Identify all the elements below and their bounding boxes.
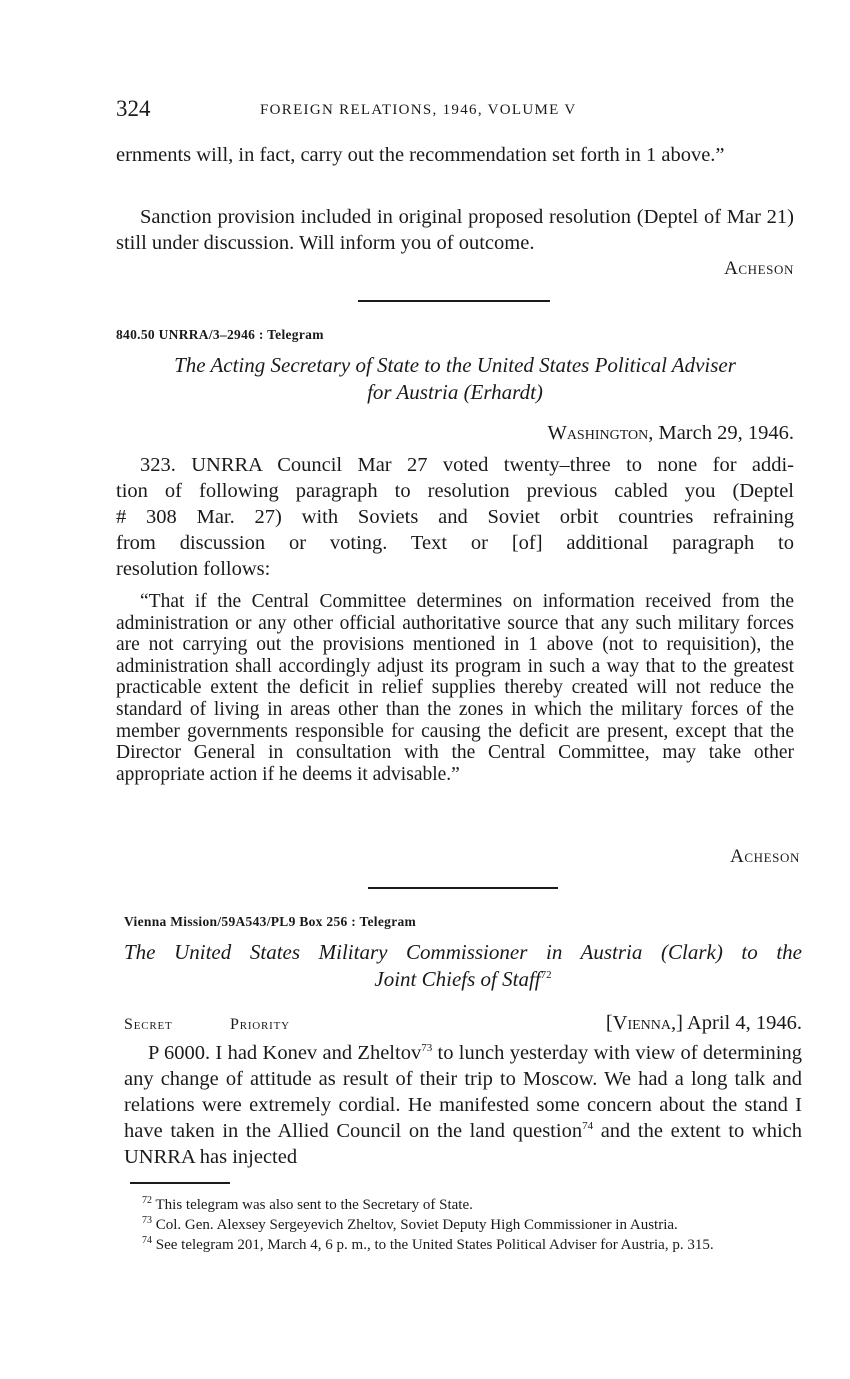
signature-text-1: Acheson — [724, 258, 794, 279]
file-reference-1 — [116, 327, 794, 343]
footnote-text-72: This telegram was also sent to the Secretary of State. — [155, 1197, 473, 1213]
signature-2 — [116, 846, 800, 868]
footnote-73 — [128, 1213, 804, 1233]
footnote-ref-74: 74 — [582, 1120, 594, 1133]
classification-line — [124, 1012, 802, 1038]
p6000-part-2: to lunch yesterday with view of determining any change of attitude as result of their trip to Moscow. We had a long talk and relations were extremely cordial. He manifested some concern about the stand I have taken in the Allied Council on the land question — [124, 1042, 802, 1142]
telegram-paragraph-p6000 — [124, 1040, 802, 1170]
footnote-mark-72: 72 — [142, 1195, 152, 1206]
continuation-paragraph — [116, 142, 794, 168]
para-323-line-2: tion of following paragraph to resolution previous cabled you (Deptel — [116, 480, 794, 502]
footnote-rule — [130, 1182, 230, 1184]
running-head: FOREIGN RELATIONS, 1946, VOLUME V — [260, 102, 577, 118]
dateline-date-2: April 4, 1946. — [686, 1012, 802, 1034]
signature-text-2: Acheson — [730, 846, 800, 867]
footnote-72 — [128, 1193, 804, 1213]
file-ref-text-1: 840.50 UNRRA/3–2946 : Telegram — [116, 327, 324, 342]
divider-rule-2 — [368, 887, 558, 889]
continuation-text: ernments will, in fact, carry out the recommendation set forth in 1 above.” — [116, 144, 725, 166]
p6000-text — [124, 1040, 802, 1170]
page-number: 324 — [116, 96, 151, 121]
footnote-74 — [128, 1233, 804, 1253]
dateline-date-1: March 29, 1946. — [658, 422, 794, 444]
quote-text: “That if the Central Committee determines on information received from the administration or any other official authoritative source that any such military forces are not carrying out the provisions mentioned in 1 above (not to requisition), the administration shall accordingly adjust its program in such a way that to the greatest practicable extent the deficit in relief supplies thereby created will not reduce the standard of living in areas other than the zones in which the military forces of the member governments responsible for causing the deficit are present, except that the Director General in consultation with the Central Committee, may take other appropriate action if he deems it advisable.” — [116, 591, 794, 785]
sanction-text: Sanction provision included in original proposed resolution (Deptel of Mar 21) still under discussion. Will inform you of outcome. — [116, 206, 794, 254]
title-1-line-2: for Austria (Erhardt) — [367, 380, 543, 404]
p6000-part-1: P 6000. I had Konev and Zheltov — [148, 1042, 422, 1064]
footnotes — [128, 1193, 804, 1253]
sanction-paragraph — [116, 204, 794, 256]
resolution-quote — [116, 591, 794, 785]
file-ref-text-2: Vienna Mission/59A543/PL9 Box 256 : Telegram — [124, 914, 417, 929]
page-header — [116, 96, 800, 130]
footnote-ref-72: 72 — [540, 969, 552, 981]
footnote-text-73: Col. Gen. Alexsey Sergeyevich Zheltov, Soviet Deputy High Commissioner in Austria. — [155, 1217, 678, 1233]
file-reference-2 — [124, 914, 802, 930]
title-1-line-1: The Acting Secretary of State to the United States Political Adviser — [174, 353, 736, 377]
para-323-line-5: resolution follows: — [116, 558, 271, 580]
title-2-line-2: Joint Chiefs of Staff — [374, 967, 541, 991]
footnote-mark-74: 74 — [142, 1235, 152, 1246]
title-2-line-1: The United States Military Commissioner in Austria (Clark) to the — [124, 940, 802, 964]
footnote-mark-73: 73 — [142, 1215, 152, 1226]
classification-priority: Priority — [230, 1016, 290, 1033]
p6000-part-3: and the extent to which UNRRA has injected — [124, 1120, 802, 1168]
footnote-text-74: See telegram 201, March 4, 6 p. m., to the United States Political Adviser for Austria, p. 315. — [155, 1237, 714, 1253]
document-title-1 — [116, 352, 794, 406]
para-323-line-3: # 308 Mar. 27) with Soviets and Soviet orbit countries refraining — [116, 506, 794, 528]
signature-1 — [116, 258, 794, 280]
dateline-place-1: Washington, — [547, 422, 654, 444]
dateline-place-2: [Vienna,] — [605, 1012, 683, 1034]
footnote-ref-73: 73 — [421, 1042, 433, 1055]
para-323-line-4: from discussion or voting. Text or [of] additional paragraph to — [116, 532, 794, 554]
classification-secret: Secret — [124, 1016, 173, 1033]
para-323-line-1: 323. UNRRA Council Mar 27 voted twenty–three to none for addi- — [140, 454, 794, 476]
divider-rule-1 — [358, 300, 550, 302]
dateline-1 — [116, 422, 794, 445]
document-title-2 — [124, 939, 802, 993]
telegram-paragraph-323 — [116, 452, 794, 582]
